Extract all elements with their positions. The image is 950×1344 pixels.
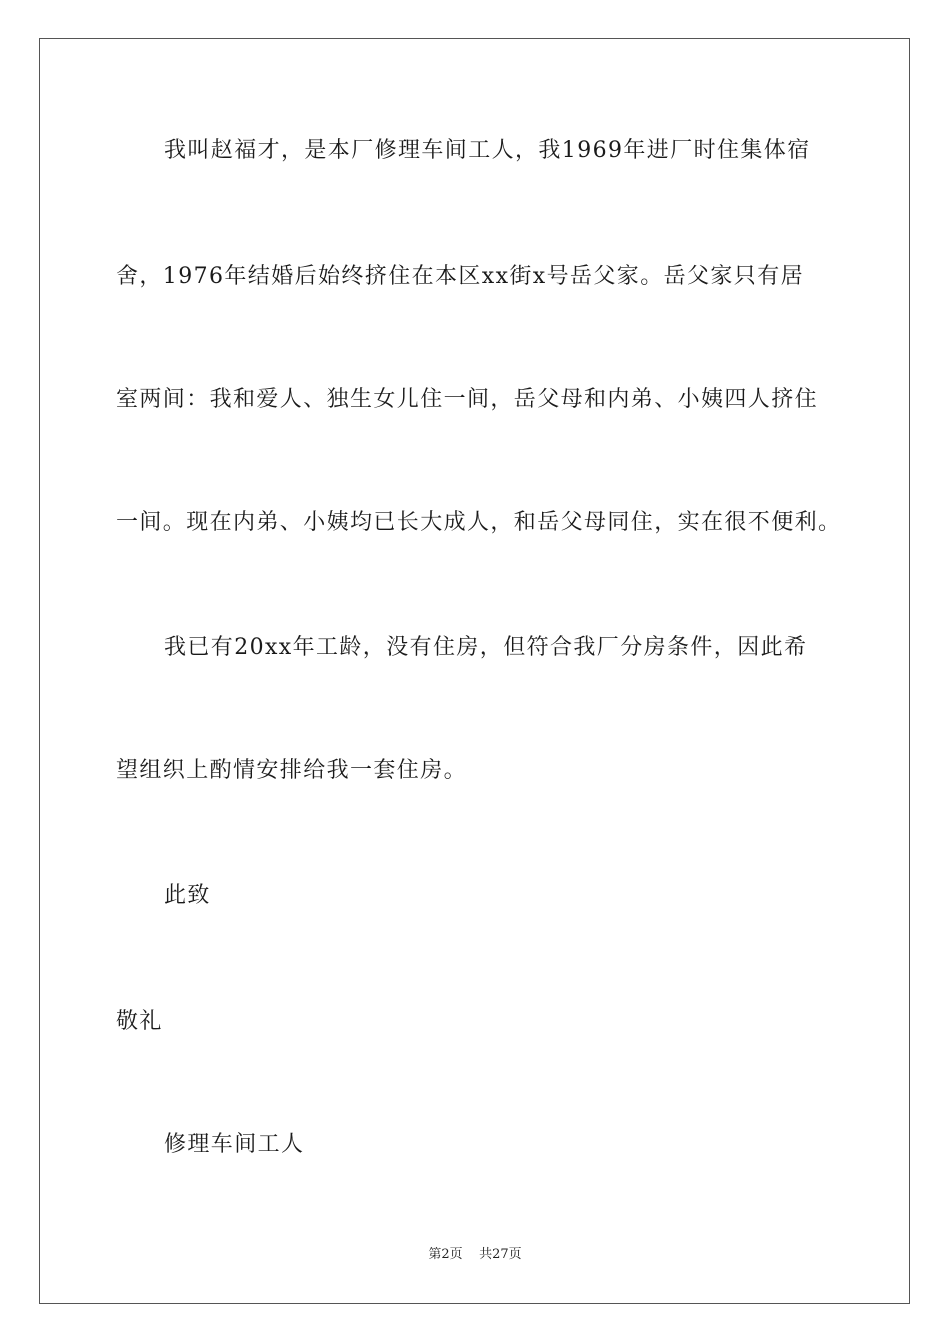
body-line-4: 一间。现在内弟、小姨均已长大成人，和岳父母同住，实在很不便利。 <box>116 510 842 535</box>
page-number: 第2页 <box>428 1247 463 1262</box>
closing-line: 敬礼 <box>116 1009 163 1034</box>
salutation-line: 此致 <box>164 883 211 908</box>
body-line-6: 望组织上酌情安排给我一套住房。 <box>116 758 468 783</box>
signature-line: 修理车间工人 <box>164 1132 305 1157</box>
body-line-5: 我已有20xx年工龄，没有住房，但符合我厂分房条件，因此希 <box>164 635 808 660</box>
page-frame <box>39 38 910 1304</box>
body-line-1: 我叫赵福才，是本厂修理车间工人，我1969年进厂时住集体宿 <box>164 138 811 163</box>
body-line-2: 舍，1976年结婚后始终挤住在本区xx街x号岳父家。岳父家只有居 <box>116 264 805 289</box>
page-total: 共27页 <box>479 1247 522 1262</box>
page-footer <box>0 1246 950 1264</box>
body-line-3: 室两间：我和爱人、独生女儿住一间，岳父母和内弟、小姨四人挤住 <box>116 387 819 412</box>
